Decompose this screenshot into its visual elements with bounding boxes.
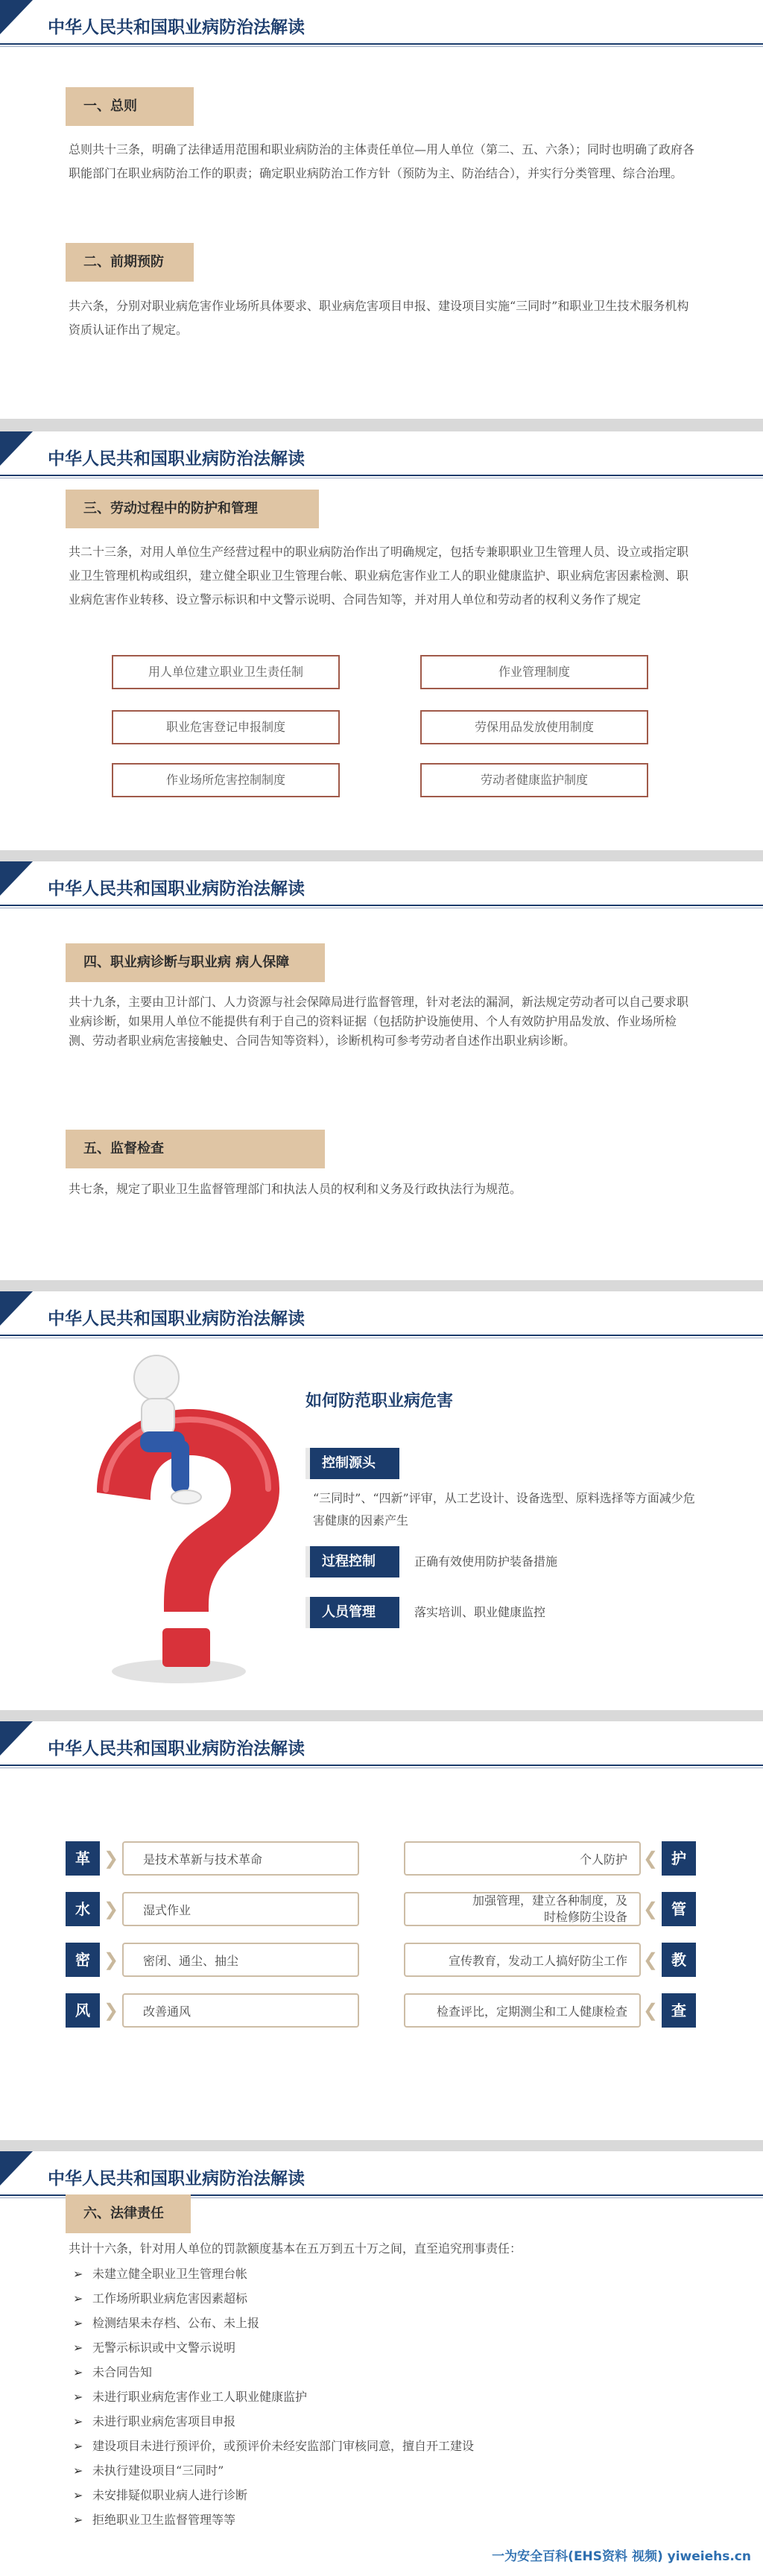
slide-header bbox=[0, 1721, 763, 1769]
desc-personnel-management: 落实培训、职业健康监控 bbox=[414, 1605, 546, 1619]
arrow-bullet-icon: ➢ bbox=[73, 2513, 83, 2527]
section-text-diagnosis: 共十九条，主要由卫计部门、人力资源与社会保障局进行监督管理，针对老法的漏洞，新法规定劳动者可以自己要求职业病诊断，如果用人单位不能提供有利于自己的资料证据（包括防护设施使用、个人有效防护用品发放、作业场所检测、劳动者职业病危害接触史、合同告知等资料），诊断机构可参考劳动者自述作出职业病诊断。 bbox=[69, 995, 689, 1048]
footer-watermark-link[interactable]: 一为安全百科(EHS资料 视频) yiweiehs.cn bbox=[492, 2549, 751, 2564]
slide-5 bbox=[0, 1721, 763, 2140]
slide-header bbox=[0, 2151, 763, 2199]
list-item-text: 拒绝职业卫生监督管理等等 bbox=[92, 2513, 236, 2527]
header-rule bbox=[0, 905, 763, 906]
chevron-left-icon: ❮ bbox=[642, 1949, 659, 1970]
measure-text: 改善通风 bbox=[143, 2004, 191, 2019]
chevron-right-icon: ❯ bbox=[103, 1848, 119, 1869]
arrow-bullet-icon: ➢ bbox=[73, 2267, 83, 2281]
list-item bbox=[73, 2262, 247, 2286]
arrow-bullet-icon: ➢ bbox=[73, 2316, 83, 2330]
measure-text: 是技术革新与技术革命 bbox=[143, 1852, 263, 1867]
char-badge: 革 bbox=[66, 1841, 100, 1876]
header-title: 中华人民共和国职业病防治法解读 bbox=[48, 449, 305, 469]
header-corner-triangle bbox=[0, 431, 33, 466]
slide-header bbox=[0, 431, 763, 479]
list-item-text: 未合同告知 bbox=[92, 2365, 153, 2379]
section-text-liability: 共计十六条，针对用人单位的罚款额度基本在五万到五十万之间，直至追究刑事责任： bbox=[69, 2241, 522, 2256]
label-process-control: 过程控制 bbox=[305, 1546, 399, 1577]
header-corner-triangle bbox=[0, 861, 33, 896]
header-rule bbox=[0, 43, 763, 45]
char-badge: 管 bbox=[662, 1892, 696, 1926]
header-rule bbox=[0, 1335, 763, 1336]
section-tag-labor-process: 三、劳动过程中的防护和管理 bbox=[66, 490, 319, 528]
header-corner-triangle bbox=[0, 0, 33, 34]
chevron-right-icon: ❯ bbox=[103, 2000, 119, 2021]
arrow-bullet-icon: ➢ bbox=[73, 2291, 83, 2306]
list-item-text: 未进行职业病危害项目申报 bbox=[92, 2414, 236, 2428]
section-text-general: 总则共十三条，明确了法律适用范围和职业病防治的主体责任单位—用人单位（第二、五、六条）；同时也明确了政府各职能部门在职业病防治工作的职责；确定职业病防治工作方针（预防为主、防治结合），并实行分类管理、综合治理。 bbox=[69, 142, 695, 180]
chevron-left-icon: ❮ bbox=[642, 1848, 659, 1869]
list-item-text: 未建立健全职业卫生管理台帐 bbox=[92, 2267, 248, 2281]
system-box: 作业场所危害控制制度 bbox=[112, 763, 340, 797]
chevron-right-icon: ❯ bbox=[103, 1899, 119, 1920]
header-title: 中华人民共和国职业病防治法解读 bbox=[48, 18, 305, 37]
arrow-bullet-icon: ➢ bbox=[73, 2341, 83, 2355]
arrow-bullet-icon: ➢ bbox=[73, 2463, 83, 2478]
desc-process-control: 正确有效使用防护装备措施 bbox=[414, 1554, 558, 1569]
section-text-labor-process: 共二十三条，对用人单位生产经营过程中的职业病防治作出了明确规定，包括专兼职职业卫生管理人员、设立或指定职业卫生管理机构或组织，建立健全职业卫生管理台帐、职业病危害作业工人的职业健康监护、职业病危害因素检测、职业病危害作业转移、设立警示标识和中文警示说明、合同告知等，并对用人单位和劳动者的权利义务作了规定 bbox=[69, 545, 689, 607]
system-box: 用人单位建立职业卫生责任制 bbox=[112, 655, 340, 689]
char-badge: 查 bbox=[662, 1993, 696, 2028]
list-item bbox=[73, 2384, 307, 2409]
list-item-text: 建设项目未进行预评价，或预评价未经安监部门审核同意，擅自开工建设 bbox=[92, 2439, 475, 2453]
label-personnel-management: 人员管理 bbox=[305, 1597, 399, 1628]
measure-text-line: 时检修防尘设备 bbox=[543, 1910, 627, 1924]
header-corner-triangle bbox=[0, 1721, 33, 1756]
arrow-bullet-icon: ➢ bbox=[73, 2365, 83, 2379]
list-item-text: 未执行建设项目“三同时” bbox=[92, 2463, 224, 2478]
measure-pill bbox=[122, 1943, 359, 1977]
measure-text: 检查评比，定期测尘和工人健康检查 bbox=[436, 2004, 627, 2019]
measure-pill bbox=[122, 1993, 359, 2028]
list-item-text: 检测结果未存档、公布、未上报 bbox=[92, 2316, 260, 2330]
list-item-text: 未安排疑似职业病人进行诊断 bbox=[92, 2488, 248, 2502]
measure-pill bbox=[404, 1993, 641, 2028]
section-text-prevention: 共六条，分别对职业病危害作业场所具体要求、职业病危害项目申报、建设项目实施“三同时”和职业卫生技术服务机构资质认证作出了规定。 bbox=[69, 299, 689, 337]
measure-pill bbox=[404, 1892, 641, 1926]
header-rule bbox=[0, 1765, 763, 1766]
header-title: 中华人民共和国职业病防治法解读 bbox=[48, 1739, 305, 1759]
section-tag-general: 一、总则 bbox=[66, 87, 194, 126]
measure-pill bbox=[122, 1892, 359, 1926]
label-source-control: 控制源头 bbox=[305, 1448, 399, 1479]
system-box: 职业危害登记申报制度 bbox=[112, 710, 340, 744]
section-tag-diagnosis: 四、职业病诊断与职业病 病人保障 bbox=[66, 943, 325, 982]
measure-text: 宣传教育，发动工人搞好防尘工作 bbox=[448, 1953, 627, 1968]
arrow-bullet-icon: ➢ bbox=[73, 2414, 83, 2428]
header-corner-triangle bbox=[0, 2151, 33, 2186]
slide-3 bbox=[0, 861, 763, 1280]
measure-text: 密闭、通尘、抽尘 bbox=[143, 1953, 239, 1968]
list-item-text: 未进行职业病危害作业工人职业健康监护 bbox=[92, 2390, 308, 2404]
slide-2 bbox=[0, 431, 763, 850]
header-title: 中华人民共和国职业病防治法解读 bbox=[48, 2169, 305, 2189]
list-item bbox=[73, 2360, 152, 2384]
char-badge: 护 bbox=[662, 1841, 696, 1876]
desc-source-control: “三同时”、“四新”评审，从工艺设计、设备选型、原料选择等方面减少危害健康的因素产生 bbox=[313, 1491, 695, 1528]
list-item bbox=[73, 2507, 235, 2532]
chevron-right-icon: ❯ bbox=[103, 1949, 119, 1970]
slide-header bbox=[0, 0, 763, 48]
arrow-bullet-icon: ➢ bbox=[73, 2439, 83, 2453]
measure-pill bbox=[404, 1841, 641, 1876]
slide-4 bbox=[0, 1291, 763, 1710]
list-item-text: 工作场所职业病危害因素超标 bbox=[92, 2291, 248, 2306]
system-box: 劳动者健康监护制度 bbox=[420, 763, 648, 797]
list-item bbox=[73, 2458, 224, 2483]
measure-pill bbox=[404, 1943, 641, 1977]
char-badge: 水 bbox=[66, 1892, 100, 1926]
list-item bbox=[73, 2286, 247, 2311]
measure-pill bbox=[122, 1841, 359, 1876]
slide-1 bbox=[0, 0, 763, 419]
section-tag-prevention: 二、前期预防 bbox=[66, 243, 194, 282]
chevron-left-icon: ❮ bbox=[642, 1899, 659, 1920]
char-badge: 密 bbox=[66, 1943, 100, 1977]
list-item bbox=[73, 2434, 474, 2458]
question-mark-figure-illustration bbox=[67, 1351, 291, 1701]
header-rule bbox=[0, 475, 763, 476]
arrow-bullet-icon: ➢ bbox=[73, 2488, 83, 2502]
list-item-text: 无警示标识或中文警示说明 bbox=[92, 2341, 236, 2355]
measure-text-block bbox=[472, 1893, 627, 1925]
arrow-bullet-icon: ➢ bbox=[73, 2390, 83, 2404]
list-item bbox=[73, 2335, 235, 2360]
header-title: 中华人民共和国职业病防治法解读 bbox=[48, 879, 305, 899]
slide-heading: 如何防范职业病危害 bbox=[305, 1391, 454, 1411]
list-item bbox=[73, 2483, 247, 2507]
list-item bbox=[73, 2311, 259, 2335]
measure-text: 湿式作业 bbox=[143, 1902, 191, 1917]
char-badge: 风 bbox=[66, 1993, 100, 2028]
header-title: 中华人民共和国职业病防治法解读 bbox=[48, 1309, 305, 1329]
header-corner-triangle bbox=[0, 1291, 33, 1326]
system-box: 作业管理制度 bbox=[420, 655, 648, 689]
section-text-supervision: 共七条，规定了职业卫生监督管理部门和执法人员的权利和义务及行政执法行为规范。 bbox=[69, 1182, 522, 1196]
system-box: 劳保用品发放使用制度 bbox=[420, 710, 648, 744]
slide-6 bbox=[0, 2151, 763, 2576]
slide-header bbox=[0, 1291, 763, 1339]
header-rule-thin bbox=[0, 46, 763, 47]
section-tag-liability: 六、法律责任 bbox=[66, 2194, 191, 2233]
slide-header bbox=[0, 861, 763, 909]
chevron-left-icon: ❮ bbox=[642, 2000, 659, 2021]
list-item bbox=[73, 2409, 235, 2434]
measure-text-line: 加强管理，建立各种制度，及 bbox=[472, 1893, 627, 1908]
char-badge: 教 bbox=[662, 1943, 696, 1977]
section-tag-supervision: 五、监督检查 bbox=[66, 1130, 325, 1168]
measure-text: 个人防护 bbox=[579, 1852, 627, 1867]
